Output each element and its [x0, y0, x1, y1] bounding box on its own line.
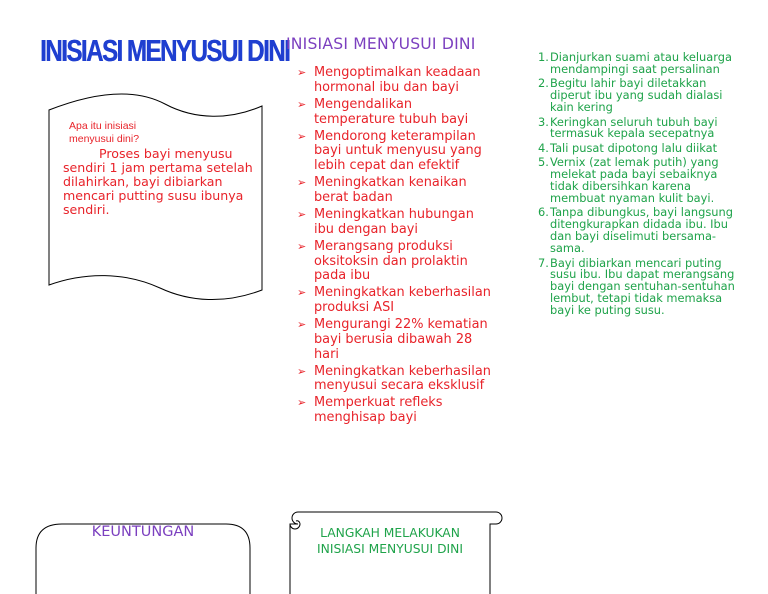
list-item: 5. Vernix (zat lemak putih) yang melekat pada bayi sebaiknya tidak dibersihkan karena membuat nyaman kulit bayi. [538, 155, 719, 205]
brochure-title: INISIASI MENYUSUI DINI [40, 33, 290, 68]
list-item: 2. Begitu lahir bayi diletakkan diperut ibu yang sudah dialasi kain kering [538, 76, 723, 115]
list-item: 3. Keringkan seluruh tubuh bayi termasuk kepala secepatnya [538, 114, 718, 141]
intro-body-text: Proses bayi menyusu sendiri 1 jam pertama setelah dilahirkan, bayi dibiarkan mencari putting susu ibunya sendiri. [63, 146, 253, 217]
arrow-bullet-icon: ➢ [297, 129, 307, 143]
list-item: ➢ Meningkatkan hubungan ibu dengan bayi [297, 206, 474, 237]
keuntungan-heading: KEUNTUNGAN [91, 524, 195, 540]
list-item: 6. Tanpa dibungkus, bayi langsung ditengkurapkan didada ibu. Ibu dan bayi diselimuti bersama-sama. [538, 205, 733, 256]
list-item: 4. Tali pusat dipotong lalu diikat [538, 140, 718, 155]
list-item: ➢ Meningkatkan keberhasilan menyusui secara eksklusif [297, 363, 491, 394]
list-item: ➢ Mengendalikan temperature tubuh bayi [297, 96, 469, 127]
arrow-bullet-icon: ➢ [297, 318, 307, 332]
list-item: 1. Dianjurkan suami atau keluarga mendampingi saat persalinan [538, 50, 732, 76]
list-item: ➢ Meningkatkan keberhasilan produksi ASI [297, 285, 491, 316]
steps-list [538, 52, 738, 320]
arrow-bullet-icon: ➢ [297, 286, 307, 300]
arrow-bullet-icon: ➢ [297, 207, 307, 221]
arrow-bullet-icon: ➢ [297, 364, 307, 378]
intro-question: Apa itu inisiasi menyusui dini? [69, 120, 140, 145]
arrow-bullet-icon: ➢ [297, 97, 307, 111]
arrow-bullet-icon: ➢ [297, 176, 307, 190]
arrow-bullet-icon: ➢ [297, 396, 307, 410]
list-item: 7. Bayi dibiarkan mencari puting susu ibu. Ibu dapat merangsang bayi dengan sentuhan-sentuhan lembut, tetapi tidak memaksa bayi ke puting susu. [538, 255, 735, 318]
arrow-bullet-icon: ➢ [297, 66, 307, 79]
list-item: ➢ Mengoptimalkan keadaan hormonal ibu dan bayi [297, 65, 481, 95]
benefits-title: INISIASI MENYUSUI DINI [286, 35, 476, 53]
langkah-heading: LANGKAH MELAKUKAN INISIASI MENYUSUI DINI [317, 526, 463, 556]
list-item: ➢ Mendorong keterampilan bayi untuk menyusu yang lebih cepat dan efektif [297, 128, 482, 174]
intro-box [63, 120, 253, 217]
arrow-bullet-icon: ➢ [297, 239, 307, 253]
intro-body [63, 147, 253, 217]
benefits-list [297, 66, 497, 428]
list-item: ➢ Mengurangi 22% kematian bayi berusia dibawah 28 hari [297, 317, 488, 362]
list-item: ➢ Meningkatkan kenaikan berat badan [297, 175, 467, 205]
list-item: ➢ Memperkuat refleks menghisap bayi [297, 395, 443, 426]
list-item: ➢ Merangsang produksi oksitoksin dan prolaktin pada ibu [297, 238, 468, 284]
